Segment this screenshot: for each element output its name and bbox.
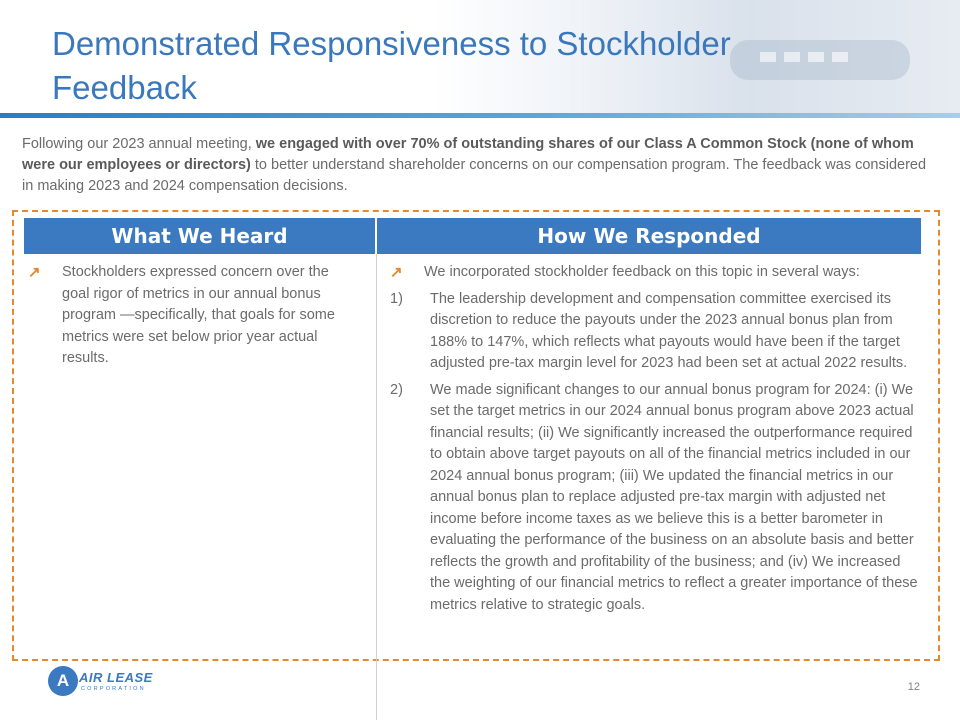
response-text: The leadership development and compensation committee exercised its discretion to reduce the payouts under the 2023 annual bonus plan from 188% to 147%, which reflects what payouts would have been if the target adjusted pre-tax margin level for 2023 had been set at actual 2022 results. xyxy=(430,290,908,371)
response-number: 1) xyxy=(390,290,403,307)
header-rule xyxy=(0,113,960,118)
heard-text: Stockholders expressed concern over the goal rigor of metrics in our annual bonus program —specifically, that goals for some metrics were set below prior year actual results. xyxy=(62,264,335,366)
page-number: 12 xyxy=(907,681,920,693)
response-item xyxy=(390,380,920,617)
column-divider xyxy=(376,254,377,720)
heard-bullet xyxy=(28,262,348,370)
intro-text-bold: we engaged with over 70% of outstanding shares of our Class A Common Stock (none of whom were our employees or directors) xyxy=(22,136,914,173)
header-what-we-heard: What We Heard xyxy=(24,218,377,254)
responded-bullet xyxy=(390,262,920,284)
logo-wordmark: AIR LEASE xyxy=(79,670,153,685)
intro-paragraph xyxy=(22,134,927,197)
table-header xyxy=(24,218,921,254)
how-we-responded-column xyxy=(390,262,920,616)
slide-title: Demonstrated Responsiveness to Stockholder Feedback xyxy=(52,25,731,106)
intro-text-end: to better understand shareholder concerns on our compensation program. The feedback was considered in making 2023 and 2024 compensation decisions. xyxy=(22,157,927,194)
response-text: We made significant changes to our annual bonus program for 2024: (i) We set the target metrics in our 2024 annual bonus program above 2023 actual financial results; (ii) We significantly increased the outperformance required to obtain above target payouts on all of the financial metrics included in our 2024 annual bonus program; (iii) We updated the financial metrics in our annual bonus plan to replace adjusted pre-tax margin with adjusted net income before income taxes as we believe this is a better barometer in evaluating the performance of the business on an absolute basis and better reflects the growth and profitability of the business; and (iv) We increased the weighting of our financial metrics to reflect a greater importance of these metrics relative to strategic goals. xyxy=(430,381,918,613)
responded-lead-text: We incorporated stockholder feedback on this topic in several ways: xyxy=(424,264,860,280)
air-lease-logo xyxy=(48,664,158,704)
arrow-bullet-icon: ↗ xyxy=(28,264,41,281)
intro-text-start: Following our 2023 annual meeting, xyxy=(22,136,256,152)
response-item xyxy=(390,289,920,375)
what-we-heard-column xyxy=(28,262,348,370)
arrow-bullet-icon: ↗ xyxy=(390,264,403,281)
logo-mark: A xyxy=(48,666,78,696)
logo-subtitle: CORPORATION xyxy=(81,686,146,692)
response-number: 2) xyxy=(390,381,403,398)
header-how-we-responded: How We Responded xyxy=(537,224,761,248)
